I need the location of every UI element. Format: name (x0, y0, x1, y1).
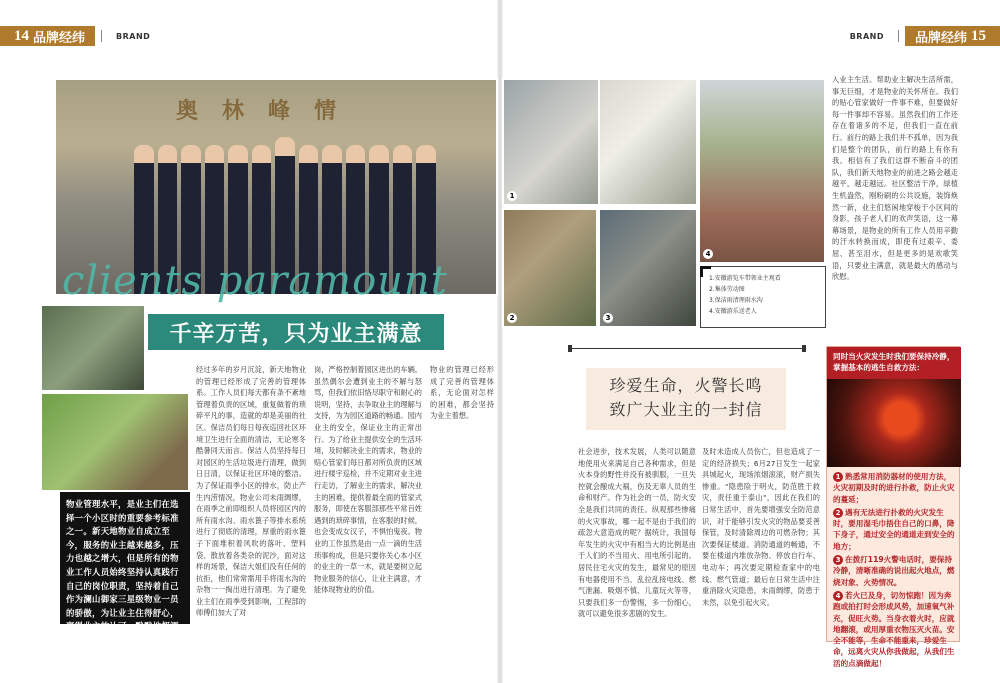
photo-maintenance-worker (40, 304, 146, 392)
building-sign: 奥林峰情 (176, 98, 361, 124)
photo-number-badge: 1 (507, 191, 517, 201)
photo-group-labor (502, 208, 598, 328)
safety-item-text: 遇有无法进行扑救的火灾发生时，要用湿毛巾捂住自己的口鼻，降下身子，通过安全的通道走到安全的地方； (833, 507, 955, 551)
safety-item-text: 熟悉常用消防器材的使用方法，火灾初期及时的进行扑救，防止火灾的蔓延； (833, 472, 955, 504)
sidebar-quote: 物业管理水平，是业主们在选择一个小区时的重要参考标准之一。新天地物业自成立至今，服务的业主越来越多，压力也越之增大，但是所有的物业工作人员始终坚持认真践行自己的岗位职责，坚持着自己作为澜山御家三星级物业一员的骄傲，为让业主住得舒心，赢得业主的认可，默默地挥洒着汗水。 (60, 492, 190, 624)
number-icon: 3 (833, 555, 843, 565)
letter-title-line-1: 珍爱生命，火警长鸣 (609, 376, 763, 395)
header-divider (898, 30, 899, 42)
photo-number-badge: 4 (703, 249, 713, 259)
page-tab-left (0, 26, 95, 46)
section-title-left: 品牌经纬 (33, 30, 86, 46)
fire-safety-box (826, 346, 960, 668)
safety-item (833, 554, 955, 588)
photo-caption: 3.保洁雨清理雨水沟 (709, 297, 763, 304)
page-number-right: 15 (971, 27, 986, 44)
safety-item (833, 507, 955, 552)
safety-item-text: 若火已及身，切勿惊跑！因为奔跑或拍打时会形成风势，加速氧气补充，促旺火势。当身衣着火时，应就地翻滚，或用厚重衣物压灭火苗。安全不能等，生命不能重来，珍爱生命，远离火灾从你我做起，从我们生活的点滴做起！ (833, 590, 955, 668)
letter-column-2: 及时未造成人员伤亡，但也造成了一定的经济损失；6月27日发生一起家具城起火，现场浓烟滚滚，财产损失惨重。"隐患险于明火，防范胜于救灾，责任重于泰山"，因此在我们的日常生活中，首先要增强安全防范意识，对于能够引发火灾的物品要妥善保管，及时清除周边的可燃杂物；其次要保证楼道、消防通道的畅通，不要在楼道内堆放杂物、停放自行车、电动车；再次要定期检查家中的电线、燃气管道；最后在日常生活中注重消除火灾隐患，未雨绸缪，防患于未然，以免引起火灾。 (702, 447, 820, 607)
photo-firefighter (827, 379, 961, 467)
letter-title-line-2: 致广大业主的一封信 (609, 400, 763, 419)
page-tab-right (905, 26, 1000, 46)
number-icon: 1 (833, 472, 843, 482)
header-left (0, 26, 158, 46)
decorative-script-text: clients paramount (62, 258, 448, 304)
number-icon: 4 (833, 591, 843, 601)
photo-caption: 4.安徽游乐送老人 (709, 308, 757, 315)
photo-caption-box (700, 266, 826, 328)
photo-caption: 1.安徽游览车带领业主观看 (709, 275, 781, 282)
photo-drain-cleaning (598, 208, 698, 328)
brand-label-right: BRAND (849, 31, 884, 41)
photo-caption: 2.集体劳动图 (709, 286, 745, 293)
article-column-3: 物业的管理已经形成了完善的管理体系，无论面对怎样的困难，都会坚持为业主着想。 (430, 365, 494, 421)
page-number-left: 14 (14, 27, 29, 44)
article-column-1: 经过多年的岁月沉淀，新天地物业的管理已经形成了完善的管理体系。工作人员们每天都有条不紊地管理着负责的区域，重复做着的琐碎平凡的事，造就的却是美丽的社区。保洁员们每日每夜巡回社区环境卫生进行全面的清洁，无论寒冬酷暑同天而言。保洁人员坚持每日对园区的生活垃圾进行清理，做到日日清，以保证社区环境的整洁。为了保证雨季小区的排水，防止产生内涝情况，物业公司未雨绸缪，在雨季之前即组织人员将园区内的所有雨水沟、雨水篦子等排水系统进行了彻底的清理，厚重的雨水篦子下面堆积着风吹的落叶、塑料袋、散放着各类杂的泥沙，面对这样的场景，保洁大姐们没有任何的抗拒，他们常常需用手将雨水沟的杂物一一掏出进行清理。为了避免业主们在雨季受到影响，工程部的师傅们加大了对 (196, 365, 306, 618)
fire-safety-list (833, 471, 955, 671)
photo-number-badge: 3 (603, 313, 613, 323)
safety-item (833, 590, 955, 669)
number-icon: 2 (833, 508, 843, 518)
brand-label-left: BRAND (116, 31, 151, 41)
header-right (842, 26, 1000, 46)
fire-safety-header: 同时当火灾发生时我们要保持冷静，掌握基本的逃生自救方法： (827, 347, 961, 379)
article-headline: 千辛万苦，只为业主满意 (148, 314, 444, 350)
photo-street-elderly (698, 78, 826, 264)
photo-cart-closeup (598, 78, 698, 206)
header-divider (101, 30, 102, 42)
photo-gardeners (40, 392, 190, 492)
letter-column-1: 社会进步，技术发展，人类可以随意地使用火来满足自己各种需求，但是火本身的野性并没有被驯服，一旦失控就会酿成大祸，伤及无辜人员的生命和财产。作为社会的一员，防火安全是我们共同的责任。纵观那些惨痛的火灾事故，哪一起不是由于我们的疏忽大意造成的呢？据统计，我国每年发生的火灾中有相当大的比例是由于人们的不当用火、用电所引起的。居民住宅火灾的发生，最常见的原因有电器使用不当、乱拉乱接电线、燃气泄漏、吸烟不慎、儿童玩火等等，只要我们多一份警惕，多一份细心，就可以避免很多悲剧的发生。 (578, 447, 696, 619)
section-title-right: 品牌经纬 (914, 30, 967, 46)
safety-item (833, 471, 955, 505)
letter-title-box (586, 368, 786, 430)
photo-number-badge: 2 (507, 313, 517, 323)
letter-rule (568, 348, 806, 349)
article-continued-text: 入业主生活。帮助业主解决生活所需，事无巨细，才是物业的关怀所在。我们的贴心管家做好一件事不难，但要做好每一件事却不容易。虽然我们的工作还存在着诸多的不足，但我们一直在前行。前行的路上我们并不孤单，因为我们是整个的团队，前行的路上有你有我。相信有了我们这群不断奋斗的团队，我们新天地物业的前进之路会越走越平，越走越远。社区整洁干净，绿植生机盎然，刚粉刷的公共设施，装饰焕然一新，业主们悠闲地穿梭于小区间的身影，孩子老人们的欢声笑语，这一幕幕场景，是物业的所有工作人员用辛勤的汗水转换而成，即使有过艰辛、委屈、甚至泪水，但是更多的是欢歌笑语，只要业主满意，就是最大的感动与欣慰。 (832, 75, 958, 282)
safety-item-text: 在拨打119火警电话时，要保持冷静，清晰准确的说出起火地点，燃烧对象、火势情况。 (833, 555, 955, 587)
article-column-2: 岗，严格控制着园区进出的车辆。虽然偶尔会遭到业主的不解与怒骂，但我们依旧恪尽职守和耐心的说明，坚持，去争取业主的理解与支持，为为园区道路的畅通。园内业主的安全，保证业主的正常出行。为了给业主提供安全的生活环境，及时解决业主的需求，物业的赔心管家们每日都对所负责的区域进行楼宇巡检，并不定期对业主进行走访，了解业主的需求，解决业主的困难，提供着最全面的管家式服务，即使在客服部那些平常百姓遇到的琐碎事情，在客服的时候，也会变成女汉子，不惧怕鬼夜。物业的工作虽然是由一点一滴的生活琐事构成，但是只要你关心本小区的业主的一草一木，就是要树立起物业服务的信心，让业主满意，才能体现物业的价值。 (314, 365, 422, 595)
